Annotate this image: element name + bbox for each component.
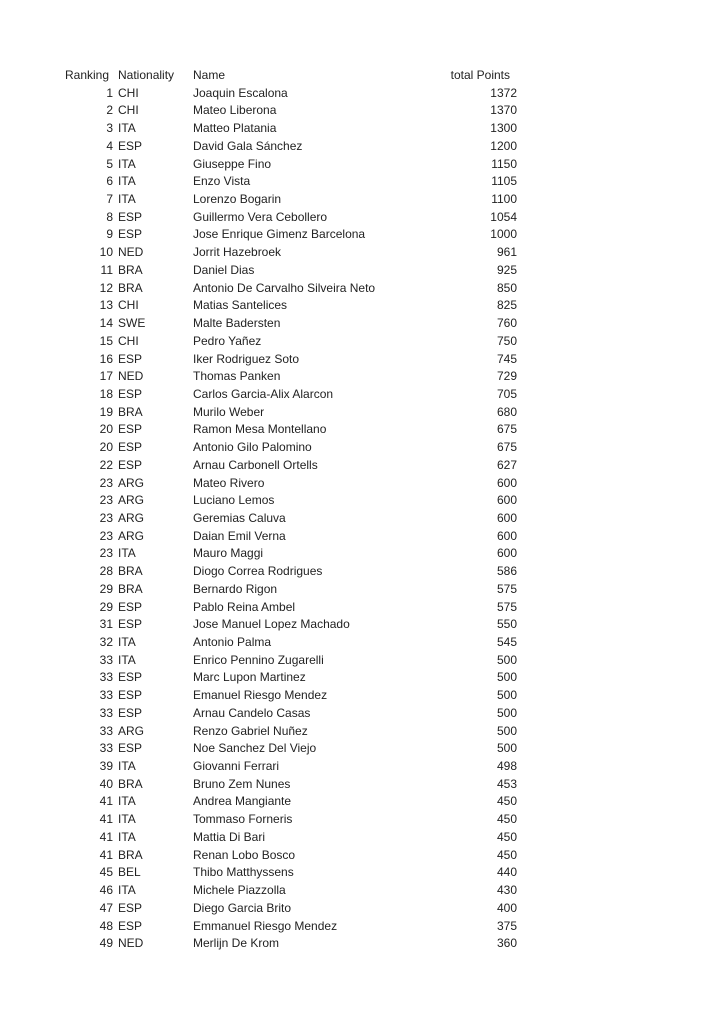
name-cell: Jose Manuel Lopez Machado xyxy=(193,617,350,632)
name-cell: Daniel Dias xyxy=(193,262,255,277)
points-cell: 1105 xyxy=(491,174,517,189)
points-cell: 1000 xyxy=(490,227,517,242)
rank-cell: 41 xyxy=(99,812,113,827)
table-row xyxy=(65,138,517,156)
nationality-cell: ITA xyxy=(118,192,136,207)
table-row xyxy=(65,475,517,493)
nationality-cell: ESP xyxy=(118,599,143,614)
nationality-cell: BRA xyxy=(118,776,143,791)
points-cell: 500 xyxy=(496,705,517,720)
points-cell: 760 xyxy=(496,316,517,331)
nationality-cell: BRA xyxy=(118,262,143,277)
name-cell: Bernardo Rigon xyxy=(193,581,278,596)
nationality-cell: ITA xyxy=(118,156,136,171)
points-cell: 550 xyxy=(496,617,517,632)
points-cell: 1372 xyxy=(490,85,517,100)
table-row xyxy=(65,563,517,581)
rank-cell: 29 xyxy=(99,581,113,596)
nationality-cell: NED xyxy=(118,245,144,260)
nationality-cell: ARG xyxy=(118,510,145,525)
table-row xyxy=(65,404,517,422)
name-cell: Pedro Yañez xyxy=(193,333,262,348)
points-cell: 498 xyxy=(496,759,517,774)
name-cell: Renzo Gabriel Nuñez xyxy=(193,723,308,738)
name-cell: Enrico Pennino Zugarelli xyxy=(193,652,324,667)
rank-cell: 17 xyxy=(99,369,113,384)
points-cell: 500 xyxy=(496,688,517,703)
points-cell: 627 xyxy=(496,457,517,472)
name-cell: Tommaso Forneris xyxy=(193,812,293,827)
table-row xyxy=(65,156,517,174)
name-cell: Joaquin Escalona xyxy=(193,85,288,100)
points-cell: 961 xyxy=(496,245,517,260)
table-row xyxy=(65,864,517,882)
table-row xyxy=(65,244,517,262)
name-cell: Malte Badersten xyxy=(193,316,281,331)
table-row xyxy=(65,900,517,918)
table-row xyxy=(65,599,517,617)
rank-cell: 32 xyxy=(99,635,113,649)
name-cell: Mateo Rivero xyxy=(193,475,265,490)
table-header-row xyxy=(65,67,517,85)
rank-cell: 45 xyxy=(99,865,113,880)
table-row xyxy=(65,120,517,138)
table-row xyxy=(65,510,517,528)
name-cell: Thibo Matthyssens xyxy=(193,865,294,880)
rank-cell: 10 xyxy=(99,245,113,260)
nationality-cell: ITA xyxy=(118,652,136,667)
nationality-cell: ITA xyxy=(118,759,136,774)
nationality-cell: ITA xyxy=(118,794,136,809)
table-row xyxy=(65,705,517,723)
name-cell: Ramon Mesa Montellano xyxy=(193,422,327,437)
rank-cell: 33 xyxy=(99,723,113,738)
table-row xyxy=(65,262,517,280)
table-row xyxy=(65,492,517,510)
nationality-cell: ITA xyxy=(118,883,136,898)
rank-cell: 20 xyxy=(99,422,113,437)
table-body xyxy=(65,85,517,953)
rank-cell: 33 xyxy=(99,741,113,756)
rank-cell: 39 xyxy=(99,759,113,774)
nationality-cell: ITA xyxy=(118,174,136,189)
table-row xyxy=(65,528,517,546)
name-cell: Antonio Palma xyxy=(193,635,272,649)
name-cell: Enzo Vista xyxy=(193,174,251,189)
rank-cell: 3 xyxy=(106,121,113,136)
rank-cell: 12 xyxy=(99,280,113,295)
name-cell: Matias Santelices xyxy=(193,298,288,313)
points-cell: 1300 xyxy=(490,121,517,136)
table-row xyxy=(65,191,517,209)
rank-cell: 33 xyxy=(99,705,113,720)
nationality-cell: NED xyxy=(118,369,144,384)
nationality-cell: ESP xyxy=(118,227,143,242)
table-row xyxy=(65,102,517,120)
nationality-cell: CHI xyxy=(118,85,139,100)
table-row xyxy=(65,918,517,936)
points-cell: 750 xyxy=(496,333,517,348)
nationality-cell: ITA xyxy=(118,635,136,649)
name-cell: Giovanni Ferrari xyxy=(193,759,280,774)
points-cell: 500 xyxy=(496,652,517,667)
points-cell: 600 xyxy=(496,475,517,490)
rank-cell: 41 xyxy=(99,829,113,844)
points-cell: 675 xyxy=(496,422,517,437)
table-row xyxy=(65,209,517,227)
table-row xyxy=(65,297,517,315)
nationality-cell: ESP xyxy=(118,918,143,933)
name-cell: Antonio De Carvalho Silveira Neto xyxy=(193,280,376,295)
rank-cell: 48 xyxy=(99,918,113,933)
nationality-cell: BRA xyxy=(118,564,143,579)
rank-cell: 49 xyxy=(99,936,113,951)
rank-cell: 8 xyxy=(106,209,113,224)
table-row xyxy=(65,935,517,953)
points-cell: 430 xyxy=(496,883,517,898)
points-cell: 680 xyxy=(496,404,517,419)
name-cell: Marc Lupon Martinez xyxy=(193,670,306,685)
table-row xyxy=(65,829,517,847)
table-row xyxy=(65,368,517,386)
points-cell: 586 xyxy=(496,564,517,579)
header-total-points: total Points xyxy=(450,68,510,82)
name-cell: Arnau Candelo Casas xyxy=(193,705,311,720)
rank-cell: 33 xyxy=(99,652,113,667)
table-row xyxy=(65,226,517,244)
name-cell: Carlos Garcia-Alix Alarcon xyxy=(193,386,334,401)
points-cell: 375 xyxy=(496,918,517,933)
nationality-cell: CHI xyxy=(118,298,139,313)
rank-cell: 9 xyxy=(106,227,113,242)
rank-cell: 2 xyxy=(106,103,113,118)
points-cell: 575 xyxy=(496,581,517,596)
rank-cell: 6 xyxy=(106,174,113,189)
points-cell: 500 xyxy=(496,670,517,685)
rank-cell: 23 xyxy=(99,528,113,543)
rank-cell: 16 xyxy=(99,351,113,366)
points-cell: 600 xyxy=(496,493,517,508)
table-row xyxy=(65,386,517,404)
table-row xyxy=(65,333,517,351)
rank-cell: 47 xyxy=(99,900,113,915)
nationality-cell: NED xyxy=(118,936,144,951)
nationality-cell: BRA xyxy=(118,404,143,419)
points-cell: 1370 xyxy=(490,103,517,118)
rank-cell: 40 xyxy=(99,776,113,791)
points-cell: 360 xyxy=(496,936,517,951)
table-row xyxy=(65,687,517,705)
nationality-cell: ARG xyxy=(118,723,145,738)
rank-cell: 19 xyxy=(99,404,113,419)
points-cell: 450 xyxy=(496,794,517,809)
rank-cell: 33 xyxy=(99,670,113,685)
name-cell: Renan Lobo Bosco xyxy=(193,847,296,862)
points-cell: 545 xyxy=(496,635,517,649)
rank-cell: 23 xyxy=(99,546,113,561)
name-cell: Merlijn De Krom xyxy=(193,936,280,951)
name-cell: Mattia Di Bari xyxy=(193,829,266,844)
nationality-cell: ESP xyxy=(118,138,143,153)
points-cell: 450 xyxy=(496,812,517,827)
points-cell: 925 xyxy=(496,262,517,277)
name-cell: Guillermo Vera Cebollero xyxy=(193,209,328,224)
points-cell: 675 xyxy=(496,440,517,455)
table-row xyxy=(65,351,517,369)
name-cell: Diogo Correa Rodrigues xyxy=(193,564,323,579)
rank-cell: 15 xyxy=(99,333,113,348)
points-cell: 729 xyxy=(496,369,517,384)
name-cell: Matteo Platania xyxy=(193,121,277,136)
rank-cell: 4 xyxy=(106,138,113,153)
rank-cell: 33 xyxy=(99,688,113,703)
rank-cell: 22 xyxy=(99,457,113,472)
table-row xyxy=(65,847,517,865)
rank-cell: 13 xyxy=(99,298,113,313)
nationality-cell: ESP xyxy=(118,705,143,720)
rank-cell: 23 xyxy=(99,493,113,508)
nationality-cell: ESP xyxy=(118,209,143,224)
nationality-cell: BEL xyxy=(118,865,141,880)
name-cell: Emmanuel Riesgo Mendez xyxy=(193,918,338,933)
rank-cell: 41 xyxy=(99,794,113,809)
name-cell: Luciano Lemos xyxy=(193,493,275,508)
name-cell: Antonio Gilo Palomino xyxy=(193,440,312,455)
name-cell: Daian Emil Verna xyxy=(193,528,286,543)
nationality-cell: ARG xyxy=(118,493,145,508)
nationality-cell: ESP xyxy=(118,900,143,915)
name-cell: David Gala Sánchez xyxy=(193,138,303,153)
nationality-cell: CHI xyxy=(118,103,139,118)
name-cell: Diego Garcia Brito xyxy=(193,900,292,915)
name-cell: Michele Piazzolla xyxy=(193,883,286,898)
nationality-cell: BRA xyxy=(118,280,143,295)
points-cell: 453 xyxy=(496,776,517,791)
nationality-cell: ESP xyxy=(118,457,143,472)
table-row xyxy=(65,793,517,811)
table-row xyxy=(65,616,517,634)
rank-cell: 41 xyxy=(99,847,113,862)
rank-cell: 18 xyxy=(99,386,113,401)
points-cell: 825 xyxy=(496,298,517,313)
name-cell: Mateo Liberona xyxy=(193,103,277,118)
table-row xyxy=(65,634,517,652)
ranking-table xyxy=(65,67,517,953)
name-cell: Jorrit Hazebroek xyxy=(193,245,282,260)
rank-cell: 11 xyxy=(100,262,113,277)
name-cell: Giuseppe Fino xyxy=(193,156,272,171)
nationality-cell: BRA xyxy=(118,581,143,596)
table-row xyxy=(65,85,517,103)
name-cell: Jose Enrique Gimenz Barcelona xyxy=(193,227,366,242)
points-cell: 600 xyxy=(496,510,517,525)
table-row xyxy=(65,740,517,758)
rank-cell: 23 xyxy=(99,475,113,490)
table-row xyxy=(65,669,517,687)
points-cell: 600 xyxy=(496,546,517,561)
table-row xyxy=(65,776,517,794)
nationality-cell: ITA xyxy=(118,812,136,827)
points-cell: 500 xyxy=(496,723,517,738)
points-cell: 450 xyxy=(496,847,517,862)
points-cell: 1100 xyxy=(491,192,517,207)
nationality-cell: ESP xyxy=(118,422,143,437)
nationality-cell: ESP xyxy=(118,670,143,685)
rank-cell: 1 xyxy=(106,85,113,100)
nationality-cell: ESP xyxy=(118,386,143,401)
nationality-cell: SWE xyxy=(118,316,146,331)
table-row xyxy=(65,652,517,670)
name-cell: Iker Rodriguez Soto xyxy=(193,351,300,366)
name-cell: Noe Sanchez Del Viejo xyxy=(193,741,317,756)
nationality-cell: ESP xyxy=(118,688,143,703)
rank-cell: 29 xyxy=(99,599,113,614)
name-cell: Murilo Weber xyxy=(193,404,265,419)
points-cell: 600 xyxy=(496,528,517,543)
table-row xyxy=(65,882,517,900)
name-cell: Emanuel Riesgo Mendez xyxy=(193,688,328,703)
table-row xyxy=(65,280,517,298)
rank-cell: 20 xyxy=(99,440,113,455)
rank-cell: 14 xyxy=(99,316,113,331)
points-cell: 440 xyxy=(496,865,517,880)
rank-cell: 31 xyxy=(99,617,113,632)
name-cell: Lorenzo Bogarin xyxy=(193,192,282,207)
name-cell: Mauro Maggi xyxy=(193,546,264,561)
table-row xyxy=(65,173,517,191)
name-cell: Pablo Reina Ambel xyxy=(193,599,296,614)
points-cell: 1150 xyxy=(491,156,517,171)
nationality-cell: ARG xyxy=(118,475,145,490)
rank-cell: 46 xyxy=(99,883,113,898)
rank-cell: 28 xyxy=(99,564,113,579)
nationality-cell: CHI xyxy=(118,333,139,348)
table-row xyxy=(65,811,517,829)
points-cell: 745 xyxy=(496,351,517,366)
name-cell: Arnau Carbonell Ortells xyxy=(193,457,318,472)
nationality-cell: ESP xyxy=(118,741,143,756)
nationality-cell: ITA xyxy=(118,121,136,136)
table-row xyxy=(65,421,517,439)
header-nationality: Nationality xyxy=(118,68,175,82)
points-cell: 450 xyxy=(496,829,517,844)
points-cell: 1200 xyxy=(490,138,517,153)
points-cell: 850 xyxy=(496,280,517,295)
name-cell: Andrea Mangiante xyxy=(193,794,292,809)
table-row xyxy=(65,439,517,457)
header-ranking: Ranking xyxy=(65,68,110,82)
table-row xyxy=(65,545,517,563)
nationality-cell: ITA xyxy=(118,546,136,561)
points-cell: 400 xyxy=(496,900,517,915)
name-cell: Geremias Caluva xyxy=(193,510,286,525)
table-row xyxy=(65,457,517,475)
points-cell: 575 xyxy=(496,599,517,614)
rank-cell: 7 xyxy=(106,192,113,207)
nationality-cell: ESP xyxy=(118,440,143,455)
nationality-cell: ITA xyxy=(118,829,136,844)
name-cell: Thomas Panken xyxy=(193,369,281,384)
table-row xyxy=(65,315,517,333)
nationality-cell: ESP xyxy=(118,351,143,366)
points-cell: 500 xyxy=(496,741,517,756)
nationality-cell: BRA xyxy=(118,847,143,862)
rank-cell: 5 xyxy=(106,156,113,171)
points-cell: 1054 xyxy=(490,209,517,224)
nationality-cell: ESP xyxy=(118,617,143,632)
table-row xyxy=(65,723,517,741)
nationality-cell: ARG xyxy=(118,528,145,543)
points-cell: 705 xyxy=(496,386,517,401)
table-row xyxy=(65,758,517,776)
rank-cell: 23 xyxy=(99,510,113,525)
header-name: Name xyxy=(193,68,226,82)
name-cell: Bruno Zem Nunes xyxy=(193,776,291,791)
table-row xyxy=(65,581,517,599)
